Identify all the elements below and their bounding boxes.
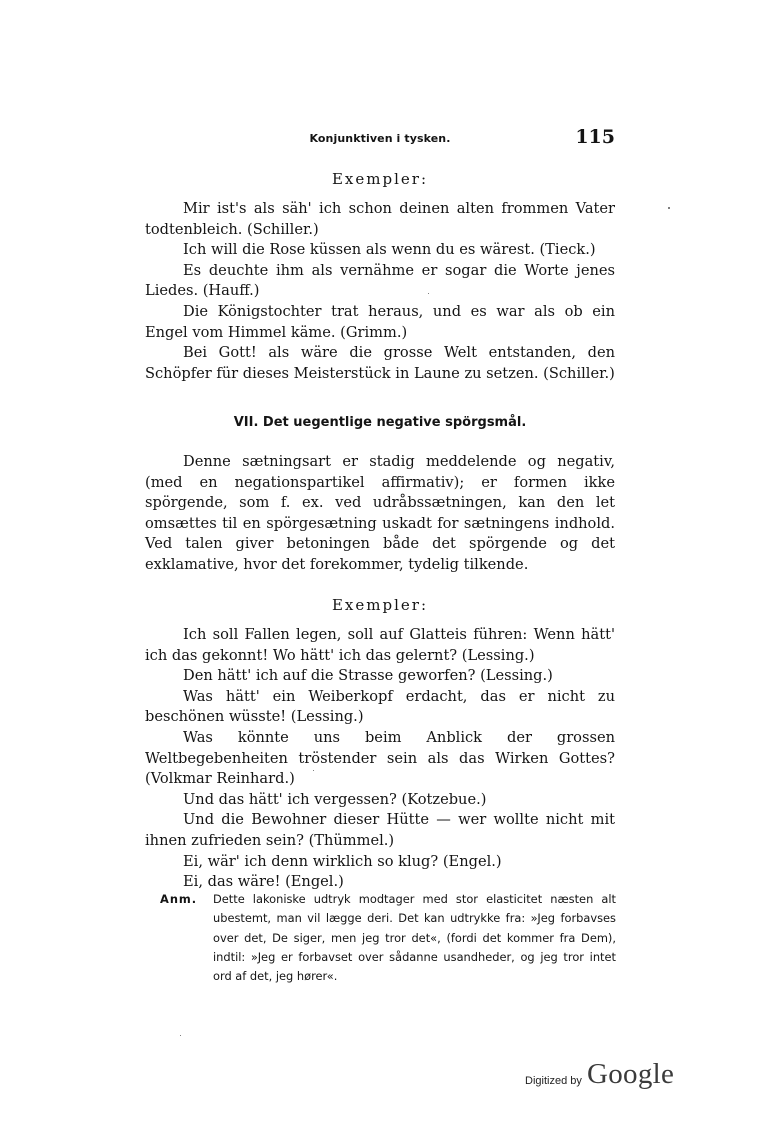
section-body: Denne sætningsart er stadig meddelende og negativ, (med en negationspartikel affirmativ); er formen ikke spörgende, som f. ex. ved udråbssætningen, kan den let omsættes til en spörgesætning uskadt for sætningens indhold. Ved talen giver betoningen både det spörgende og det exklamative, hvor det forekommer, tydelig tilkende. [145, 453, 615, 573]
example-paragraph: Die Königstochter trat heraus, und es war als ob ein Engel vom Himmel käme. (Grimm.) [145, 302, 615, 341]
digitized-by-watermark [525, 1058, 685, 1098]
example-paragraph: Ei, wär' ich denn wirklich so klug? (Engel.) [183, 852, 502, 870]
section-body-block [145, 452, 615, 576]
example-paragraph: Ich will die Rose küssen als wenn du es wärest. (Tieck.) [183, 241, 596, 259]
example-paragraph: Bei Gott! als wäre die grosse Welt entstanden, den Schöpfer für dieses Meisterstück in Laune zu setzen. (Schiller.) [145, 344, 615, 382]
note-text: Dette lakoniske udtryk modtager med stor elasticitet næsten alt ubestemt, man vil lægge deri. Det kan udtrykke fra: »Jeg forbavses over det, De siger, men jeg tror det«, (fordi det kommer fra Dem), indtil: »Jeg er forbavset over sådanne usandheder, og jeg tror intet ord af det, jeg hører«. [213, 892, 616, 984]
examples-block-2 [145, 625, 615, 893]
example-paragraph: Und die Bewohner dieser Hütte — wer wollte nicht mit ihnen zufrieden sein? (Thümmel.) [145, 811, 615, 849]
page-header [145, 128, 615, 152]
page-number: 115 [575, 126, 615, 148]
example-paragraph: Was hätt' ein Weiberkopf erdacht, das er nicht zu beschönen wüsste! (Lessing.) [145, 687, 615, 726]
note-label: Anm. [160, 892, 198, 906]
scan-speck [668, 207, 670, 209]
scan-speck [428, 293, 429, 294]
digitized-prefix: Digitized by [525, 1075, 582, 1087]
running-title: Konjunktiven i tysken. [309, 132, 451, 145]
examples-block-1 [145, 199, 615, 384]
example-paragraph: Mir ist's als säh' ich schon deinen alten frommen Vater todtenbleich. (Schiller.) [145, 200, 615, 238]
scan-speck [180, 1035, 181, 1036]
example-paragraph: Den hätt' ich auf die Strasse geworfen? (Lessing.) [183, 667, 553, 685]
example-paragraph: Was könnte uns beim Anblick der grossen Weltbegebenheiten tröstender sein als das Wirken Gottes? (Volkmar Reinhard.) [145, 728, 615, 788]
example-paragraph: Ich soll Fallen legen, soll auf Glatteis führen: Wenn hätt' ich das gekonnt! Wo hätt' ich das gelernt? (Lessing.) [145, 626, 615, 664]
section-title: VII. Det uegentlige negative spörgsmål. [233, 415, 527, 430]
google-logo: Google [587, 1058, 675, 1090]
example-paragraph: Ei, das wäre! (Engel.) [183, 873, 344, 891]
examples-heading-2: Exempler: [331, 596, 428, 614]
scan-speck [313, 770, 314, 771]
footnote [160, 890, 616, 986]
examples-heading-1: Exempler: [331, 170, 428, 188]
example-paragraph: Und das hätt' ich vergessen? (Kotzebue.) [183, 790, 487, 808]
example-paragraph: Es deuchte ihm als vernähme er sogar die Worte jenes Liedes. (Hauff.) [145, 261, 615, 300]
